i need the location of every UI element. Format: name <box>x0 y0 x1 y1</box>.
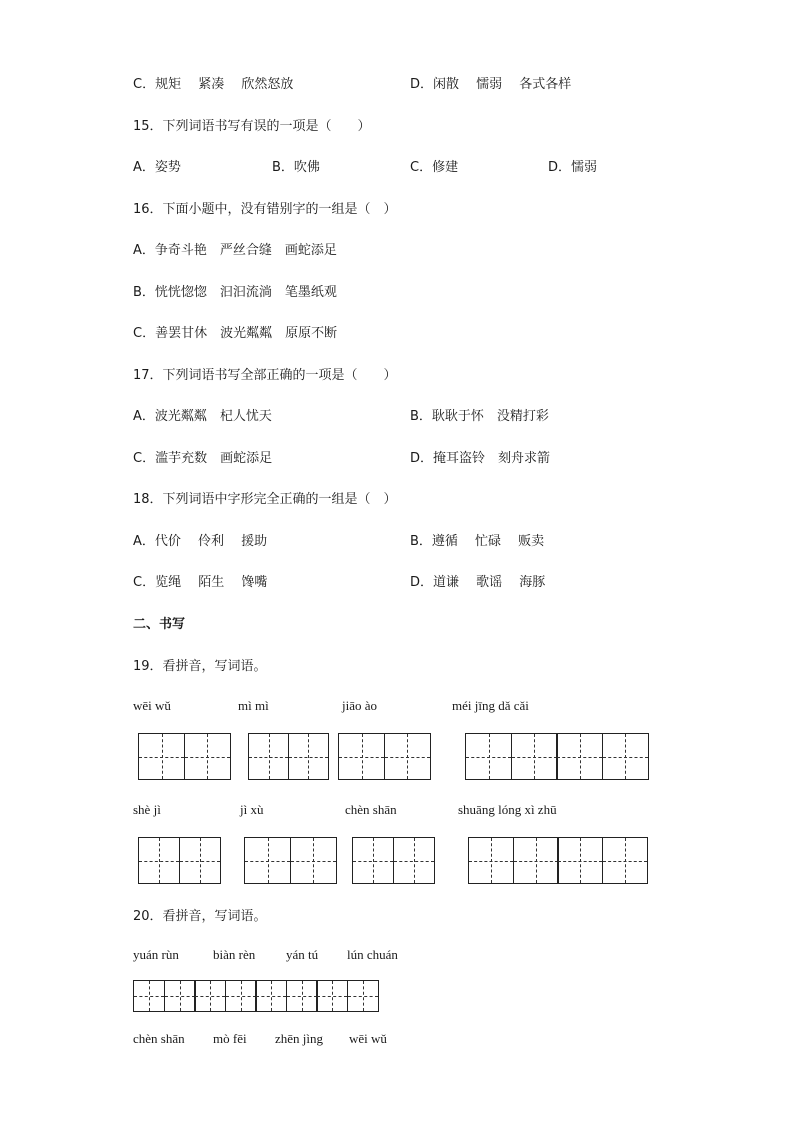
writing-cell[interactable] <box>602 733 649 780</box>
q16-option-b: B．恍恍惚惚 汩汩流淌 笔墨纸观 <box>133 285 337 300</box>
q16-option-a: A．争奇斗艳 严丝合缝 画蛇添足 <box>133 243 337 258</box>
q15-option-d: D．懦弱 <box>548 160 598 175</box>
writing-cell[interactable] <box>244 837 291 884</box>
writing-cell[interactable] <box>352 837 394 884</box>
writing-cell[interactable] <box>184 733 231 780</box>
q14-option-c: C．规矩 紧凑 欣然怒放 <box>133 77 294 92</box>
writing-cell[interactable] <box>465 733 512 780</box>
q20-pinyin-6: mò fēi <box>213 1031 247 1046</box>
q19-stem: 19．看拼音，写词语。 <box>133 659 267 674</box>
writing-cell[interactable] <box>290 837 337 884</box>
writing-cell[interactable] <box>557 837 603 884</box>
q15-stem: 15．下列词语书写有误的一项是（ ） <box>133 119 371 134</box>
writing-cell[interactable] <box>138 837 180 884</box>
writing-cell[interactable] <box>225 980 257 1012</box>
q20-pinyin-5: chèn shān <box>133 1031 185 1046</box>
q16-option-c: C．善罢甘休 波光粼粼 原原不断 <box>133 326 338 341</box>
q15-option-a: A．姿势 <box>133 160 181 175</box>
q19-answer-grid-3[interactable] <box>338 733 431 780</box>
writing-cell[interactable] <box>179 837 221 884</box>
writing-cell[interactable] <box>248 733 289 780</box>
q20-stem: 20．看拼音，写词语。 <box>133 909 267 924</box>
q15-option-c: C．修建 <box>410 160 459 175</box>
q19-answer-grid-1[interactable] <box>138 733 231 780</box>
q17-option-d: D．掩耳盗铃 刻舟求箭 <box>410 451 551 466</box>
q18-option-a: A．代价 伶利 援助 <box>133 534 268 549</box>
q18-option-d: D．道谦 歌谣 海豚 <box>410 575 546 590</box>
q17-option-c: C．滥芋充数 画蛇添足 <box>133 451 273 466</box>
q14-option-d: D．闲散 懦弱 各式各样 <box>410 77 572 92</box>
writing-cell[interactable] <box>194 980 226 1012</box>
q20-pinyin-4: lún chuán <box>347 947 398 962</box>
q19-answer-grid-8[interactable] <box>468 837 648 884</box>
writing-cell[interactable] <box>347 980 379 1012</box>
q20-pinyin-1: yuán rùn <box>133 947 179 962</box>
q18-option-c: C．览绳 陌生 馋嘴 <box>133 575 268 590</box>
q18-stem: 18．下列词语中字形完全正确的一组是（ ） <box>133 492 397 507</box>
q17-option-a: A．波光粼粼 杞人忧天 <box>133 409 272 424</box>
q18-option-b: B．遵循 忙碌 贩卖 <box>410 534 545 549</box>
q19-pinyin-7: chèn shān <box>345 802 397 817</box>
writing-cell[interactable] <box>164 980 196 1012</box>
section-heading-writing: 二、书写 <box>133 617 186 632</box>
writing-cell[interactable] <box>338 733 385 780</box>
q19-pinyin-4: méi jīng dǎ cǎi <box>452 698 529 713</box>
q19-answer-grid-7[interactable] <box>352 837 435 884</box>
writing-cell[interactable] <box>511 733 558 780</box>
q20-pinyin-7: zhēn jìng <box>275 1031 324 1046</box>
q17-option-b: B．耿耿于怀 没精打彩 <box>410 409 549 424</box>
q19-answer-grid-2[interactable] <box>248 733 329 780</box>
q19-answer-grid-6[interactable] <box>244 837 337 884</box>
writing-cell[interactable] <box>133 980 165 1012</box>
q19-pinyin-8: shuāng lóng xì zhū <box>458 802 557 817</box>
q19-pinyin-5: shè jì <box>133 802 161 817</box>
q19-pinyin-3: jiāo ào <box>342 698 378 713</box>
q20-pinyin-8: wēi wǔ <box>349 1031 387 1046</box>
writing-cell[interactable] <box>286 980 318 1012</box>
writing-cell[interactable] <box>556 733 603 780</box>
q17-stem: 17．下列词语书写全部正确的一项是（ ） <box>133 368 397 383</box>
q20-answer-grid-row1[interactable] <box>133 980 379 1012</box>
writing-cell[interactable] <box>138 733 185 780</box>
q19-answer-grid-5[interactable] <box>138 837 221 884</box>
q19-pinyin-6: jì xù <box>240 802 264 817</box>
writing-cell[interactable] <box>393 837 435 884</box>
q19-pinyin-2: mì mì <box>238 698 269 713</box>
writing-cell[interactable] <box>468 837 514 884</box>
q19-answer-grid-4[interactable] <box>465 733 649 780</box>
q19-pinyin-1: wēi wǔ <box>133 698 171 713</box>
q16-stem: 16．下面小题中，没有错别字的一组是（ ） <box>133 202 397 217</box>
writing-cell[interactable] <box>316 980 348 1012</box>
writing-cell[interactable] <box>384 733 431 780</box>
writing-cell[interactable] <box>513 837 559 884</box>
q20-pinyin-3: yán tú <box>286 947 319 962</box>
writing-cell[interactable] <box>255 980 287 1012</box>
q20-pinyin-2: biàn rèn <box>213 947 256 962</box>
q15-option-b: B．吹佛 <box>272 160 320 175</box>
writing-cell[interactable] <box>602 837 648 884</box>
writing-cell[interactable] <box>288 733 329 780</box>
